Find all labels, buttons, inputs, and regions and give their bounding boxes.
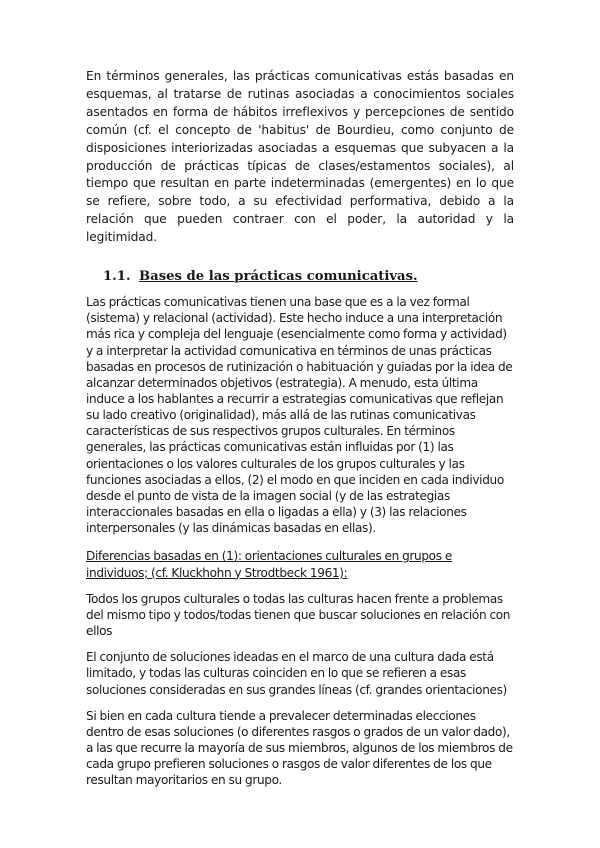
intro-paragraph: En términos generales, las prácticas comunicativas estás basadas en esquemas, al tratarse de rutinas asociadas a conocimientos sociales asentados en forma de hábitos irreflexivos y percepciones de sentido común (cf. el concepto de 'habitus' de Bourdieu, como conjunto de disposiciones interiorizadas asociadas a esquemas que subyacen a la producción de prácticas típicas de clases/estamentos sociales), al tiempo que resultan en parte indeterminadas (emergentes) en lo que se refiere, sobre todo, a su efectividad performativa, debido a la relación que pueden contraer con el poder, la autoridad y la legitimidad.	[86, 69, 514, 245]
paragraph: Todos los grupos culturales o todas las culturas hacen frente a problemas del mismo tipo y todos/todas tienen que buscar soluciones en relación con ellos	[86, 591, 511, 639]
subheading: Diferencias basadas en (1): orientaciones culturales en grupos e individuos; (cf. Kluckhohn y Strodtbeck 1961):	[86, 549, 452, 580]
section-heading	[103, 268, 514, 286]
document-page	[86, 68, 514, 788]
section-number: 1.1.	[103, 269, 131, 285]
section-title: Bases de las prácticas comunicativas.	[139, 269, 418, 285]
paragraph: El conjunto de soluciones ideadas en el marco de una cultura dada está limitado, y todas las culturas coinciden en lo que se refieren a esas soluciones consideradas en sus grandes líneas (cf. grandes orientaciones)	[86, 650, 507, 697]
paragraph: Si bien en cada cultura tiende a prevalecer determinadas elecciones dentro de esas soluciones (o diferentes rasgos o grados de un valor dado), a las que recurre la mayoría de sus miembros, algunos de los miembros de cada grupo prefieren soluciones o rasgos de valor diferentes de los que resultan mayoritarios en su grupo.	[86, 708, 513, 788]
main-paragraph: Las prácticas comunicativas tienen una base que es a la vez formal (sistema) y relacional (actividad). Este hecho induce a una interpretación más rica y compleja del lenguaje (esencialmente como forma y actividad) y a interpretar la actividad comunicativa en términos de unas prácticas basadas en procesos de rutinización o habituación y guiadas por la idea de alcanzar determinados objetivos (estrategia). A menudo, esta última induce a los hablantes a recurrir a estrategias comunicativas que reflejan su lado creativo (originalidad), más allá de las rutinas comunicativas características de sus respectivos grupos culturales. En términos generales, las prácticas comunicativas están influidas por (1) las orientaciones o los valores culturales de los grupos culturales y las funciones asociadas a ellos, (2) el modo en que inciden en cada individuo desde el punto de vista de la imagen social (y de las estrategias interaccionales basadas en ella o ligadas a ella) y (3) las relaciones interpersonales (y las dinámicas basadas en ellas).	[86, 295, 513, 536]
